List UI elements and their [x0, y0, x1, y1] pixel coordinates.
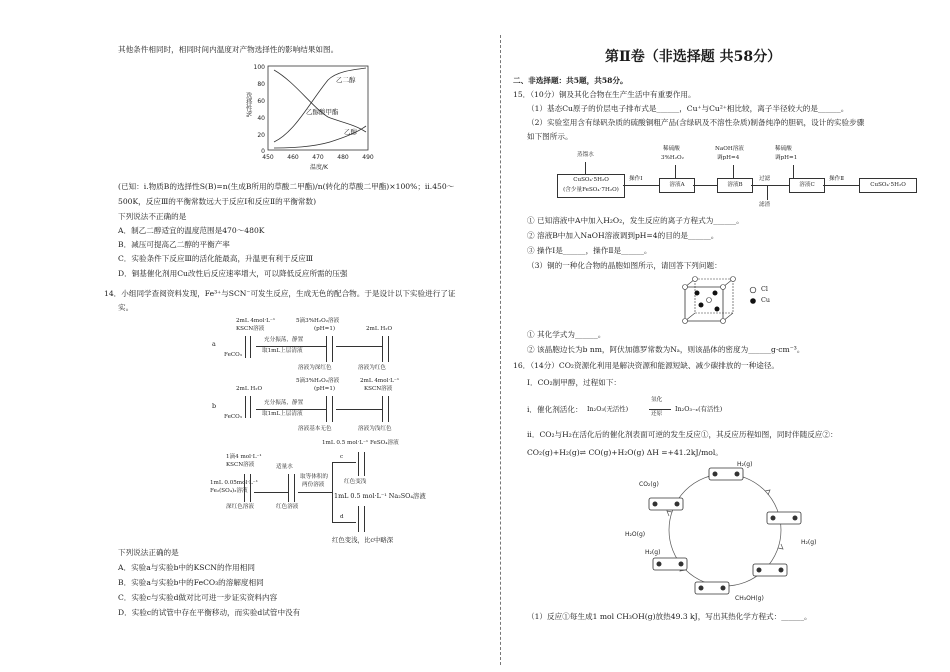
exp-a-arrow1: 充分振荡，静置 [264, 337, 304, 343]
branch-line [332, 462, 333, 522]
xtick-460: 460 [287, 154, 299, 161]
q15-step2: ② 溶液B中加入NaOH溶液调到pH=4的目的是______。 [527, 231, 719, 240]
x-ticks [262, 154, 374, 161]
xtick-470: 470 [312, 154, 324, 161]
exp-b-result1: 溶液基本无色 [298, 426, 332, 432]
q16-i: i．催化剂活化： [527, 405, 583, 414]
flow-box-c: 溶液C [789, 178, 825, 193]
arrow-c1 [254, 492, 288, 493]
reaction-cycle-diagram [625, 458, 825, 603]
legend-cl-marker [749, 286, 757, 294]
arrow-b2 [336, 409, 382, 410]
exp-c-r1b: KSCN溶液 [226, 462, 255, 468]
exp-b-reag2b: (pH=1) [314, 386, 336, 392]
tube-d [358, 506, 359, 532]
label-ethanol: 乙醇 [344, 128, 357, 136]
exp-b-reag3: 2mL 4mol·L⁻¹ [360, 378, 400, 384]
exp-d-reagent: 1mL 0.5 mol·L⁻¹ Na₂SO₄溶液 [334, 492, 426, 500]
cycle-h2-top: H₂(g) [737, 461, 753, 468]
exp-c-r2b: Fe₂(SO₄)₃溶液 [210, 488, 248, 494]
q16-part1: Ⅰ．CO₂制甲醇，过程如下： [527, 378, 622, 387]
q16-equation: CO₂(g)+H₂(g)⇌ CO(g)+H₂O(g) ΔH =+41.2kJ/mol。 [527, 448, 723, 457]
q13-option-b: B．减压可提高乙二醇的平衡产率 [118, 240, 230, 249]
intro-text: 其他条件相同时，相同时间内温度对产物选择性的影响结果如图。 [118, 45, 339, 54]
q16-i-arrow-bottom: 还原 [651, 411, 663, 417]
cycle-ch3oh: CH₃OH(g) [735, 595, 764, 602]
exp-c-water: 适量水 [276, 464, 293, 470]
crystal-cell-diagram [675, 275, 745, 325]
y-axis-label: 选择性% [244, 92, 253, 118]
q15-step1: ① 已知溶液中A中加入H₂O₂，发生反应的离子方程式为______。 [527, 216, 744, 225]
flow-box-a: 溶液A [659, 178, 695, 193]
arrow-a2 [336, 346, 382, 347]
q14-stem: 下列说法正确的是 [118, 548, 179, 557]
tube-b3 [382, 396, 383, 422]
label-methyl-glycolate: 乙醇酸甲酯 [306, 108, 339, 116]
flow-end-box: CuSO₄·5H₂O [859, 178, 917, 193]
column-divider [500, 35, 501, 665]
flow-start-line1: CuSO₄·5H₂O [573, 177, 609, 183]
note-line-1: (已知：ⅰ.物质B的选择性S(B)=n(生成B所用的草酸二甲酯)/n(转化的草酸二甲酯)×100%；ⅱ.450～ [118, 182, 455, 191]
q16-i-arrow-top: 氢化 [651, 397, 663, 403]
tube-a2 [326, 336, 327, 362]
flow-op2: 操作Ⅱ [829, 176, 844, 182]
ytick-0: 0 [261, 148, 265, 155]
exp-b-arrow1: 充分振荡，静置 [264, 400, 304, 406]
flow-add3: 稀硫酸 [775, 146, 792, 152]
legend-cu-marker [749, 297, 757, 305]
q13-option-a: A．制乙二醇适宜的温度范围是470～480K [118, 226, 265, 235]
q14-line-2: 实。 [118, 303, 134, 312]
exp-c-label: c [340, 454, 344, 460]
tube-a1 [245, 336, 246, 358]
flow-add3b: 调pH=1 [775, 155, 798, 161]
q16-question1: （1）反应①每生成1 mol CH₃OH(g)放热49.3 kJ，写出其热化学方程式：______。 [527, 612, 812, 621]
exp-c-red1: 深红色溶液 [226, 504, 254, 510]
tube-c2 [288, 474, 289, 502]
exp-c-top-reagent: 1mL 0.5 mol·L⁻¹ FeSO₄溶液 [322, 440, 399, 446]
xtick-490: 490 [362, 154, 374, 161]
exp-a-result1: 溶液为深红色 [298, 365, 332, 371]
flow-start-line2: (含少量FeSO₄·7H₂O) [563, 187, 619, 193]
tube-b2 [326, 396, 327, 422]
tube-a3 [382, 336, 383, 362]
cycle-co2: CO₂(g) [639, 481, 659, 488]
q14-option-c: C．实验c与实验d做对比可进一步证实资料内容 [118, 593, 278, 602]
ytick-100: 100 [253, 64, 265, 71]
exp-b-reag1: 2mL H₂O [236, 386, 263, 392]
section-title: 第Ⅱ卷（非选择题 共58分） [605, 49, 782, 65]
cycle-h2o: H₂O(g) [625, 531, 646, 538]
xtick-480: 480 [337, 154, 349, 161]
flow-add1: 稀硫酸 [663, 146, 680, 152]
exp-a-start: FeCO₃ [224, 352, 242, 358]
flow-add2: NaOH溶液 [715, 146, 744, 152]
q15-part3a: ① 其化学式为______。 [527, 330, 606, 339]
q14-option-d: D．实验c的试管中存在平衡移动，而实验d试管中没有 [118, 608, 301, 617]
x-axis-label: 温度/K [310, 164, 328, 171]
exp-c-take2: 两份溶液 [302, 482, 325, 488]
flow-start-box [557, 174, 625, 198]
q15-part2a: （2）实验室用含有绿矾杂质的硫酸铜粗产品(含绿矾及不溶性杂质)制备纯净的胆矾，设计的实验步骤 [527, 118, 865, 127]
q15-step3: ③ 操作Ⅰ是______，操作Ⅱ是______。 [527, 246, 652, 255]
exp-b-reag3b: KSCN溶液 [364, 386, 393, 392]
exp-c-take: 取等体积的 [300, 474, 328, 480]
q14-option-b: B．实验a与实验b中的FeCO₃的溶解度相同 [118, 578, 264, 587]
flow-water: 蒸馏水 [577, 152, 594, 158]
q16-i-eq-left: In₂O₃(无活性) [587, 405, 629, 413]
exp-c-result: 红色变浅 [344, 479, 367, 485]
exp-b-result2: 溶液为浅红色 [358, 426, 392, 432]
exp-b-start: FeCO₃ [224, 414, 242, 420]
exp-a-tag: a [212, 340, 216, 348]
legend-cl: Cl [761, 285, 768, 293]
q15-heading: 15．（10分）铜及其化合物在生产生活中有重要作用。 [513, 90, 696, 99]
exp-b-reag2: 5滴3%H₂O₂溶液 [296, 378, 340, 384]
tube-b1 [245, 396, 246, 418]
arrow-c2 [298, 492, 332, 493]
flow-box-b: 溶液B [717, 178, 753, 193]
q13-stem: 下列说法不正确的是 [118, 212, 187, 221]
ytick-60: 60 [257, 98, 265, 105]
arrow-b1 [256, 409, 326, 410]
flow-op1: 操作Ⅰ [629, 176, 643, 182]
right-column [505, 0, 950, 672]
flow-add1b: 3%H₂O₂ [661, 155, 684, 161]
q15-part2b: 如下图所示。 [527, 132, 573, 141]
exp-b-tag: b [212, 402, 217, 410]
q13-option-c: C．实验条件下反应Ⅲ的活化能最高，升温更有利于反应Ⅲ [118, 254, 314, 263]
tube-c [358, 452, 359, 476]
flow-arrow3 [751, 185, 789, 186]
q15-part3b: ② 该晶胞边长为b nm，阿伏加德罗常数为Nₐ，则该晶体的密度为______g·cm⁻³。 [527, 345, 805, 354]
flow-add2b: 调pH=4 [717, 155, 740, 161]
q13-option-d: D．铜基催化剂用Cu改性后反应速率增大，可以降低反应所需的压强 [118, 269, 348, 278]
exp-a-reag2: 5滴3%H₂O₂溶液 [296, 318, 340, 324]
section-heading: 二、非选择题：共5题，共58分。 [513, 76, 628, 85]
y-ticks [254, 64, 266, 155]
xtick-450: 450 [262, 154, 274, 161]
ytick-40: 40 [257, 115, 265, 122]
exp-a-result2: 溶液为红色 [358, 365, 386, 371]
exp-c-r2: 1mL 0.05mol·L⁻¹ [210, 480, 258, 486]
flow-residue: 滤渣 [759, 202, 771, 208]
q16-i-eq-right: In₂O₃₋ₓ(有活性) [675, 405, 723, 413]
q15-part3: （3）铜的一种化合物的晶胞如图所示，请回答下列问题： [527, 261, 722, 270]
arrow-a1 [256, 346, 326, 347]
ytick-20: 20 [257, 132, 265, 139]
label-ethylene-glycol: 乙二醇 [336, 76, 356, 84]
flow-arrow2 [693, 185, 717, 186]
cycle-h2-right: H₂(g) [801, 539, 817, 546]
legend-cu: Cu [761, 296, 771, 304]
exp-a-reag1: 2mL 4mol·L⁻¹ [236, 318, 276, 324]
exp-a-arrow1b: 取1mL上层清液 [262, 348, 303, 354]
exp-b-arrow1b: 取1mL上层清液 [262, 411, 303, 417]
cycle-h2-left: H₂(g) [645, 549, 661, 556]
q14-option-a: A．实验a与实验b中的KSCN的作用相同 [118, 563, 255, 572]
note-line-2: 500K，反应Ⅲ的平衡常数远大于反应Ⅰ和反应Ⅱ的平衡常数) [118, 197, 317, 206]
flow-filter: 过滤 [759, 176, 771, 182]
exp-c-r1: 1滴4 mol·L⁻¹ [226, 454, 262, 460]
exp-d-label: d [340, 514, 344, 520]
selectivity-chart [240, 62, 380, 172]
q16-ii: ii．CO₂与H₂在活化后的催化剂表面可逆的发生反应①，其反应历程如图，同时伴随反应②： [527, 430, 838, 439]
exp-a-reag1b: KSCN溶液 [236, 326, 265, 332]
ytick-80: 80 [257, 81, 265, 88]
q16-heading: 16．（14分）CO₂资源化利用是解决资源和能源短缺、减少碳排放的一种途径。 [513, 361, 780, 370]
exp-a-reag2b: (pH=1) [314, 326, 336, 332]
q16-i-arrow-line [649, 409, 671, 410]
flow-arrow4 [823, 185, 859, 186]
exp-c-red2: 红色溶液 [276, 504, 299, 510]
exp-a-reag3: 2mL H₂O [366, 326, 393, 332]
exp-d-result: 红色变浅，比c中略深 [332, 536, 394, 544]
q15-part1: （1）基态Cu原子的价层电子排布式是______，Cu⁺与Cu²⁺相比较，离子半径较大的是______。 [527, 104, 849, 113]
tube-c1 [244, 474, 245, 502]
flow-arrow1 [623, 185, 659, 186]
q14-line-1: 14．小组同学查阅资料发现，Fe³⁺与SCN⁻可发生反应，生成无色的配合物。于是设计以下实验进行了证 [104, 289, 456, 298]
